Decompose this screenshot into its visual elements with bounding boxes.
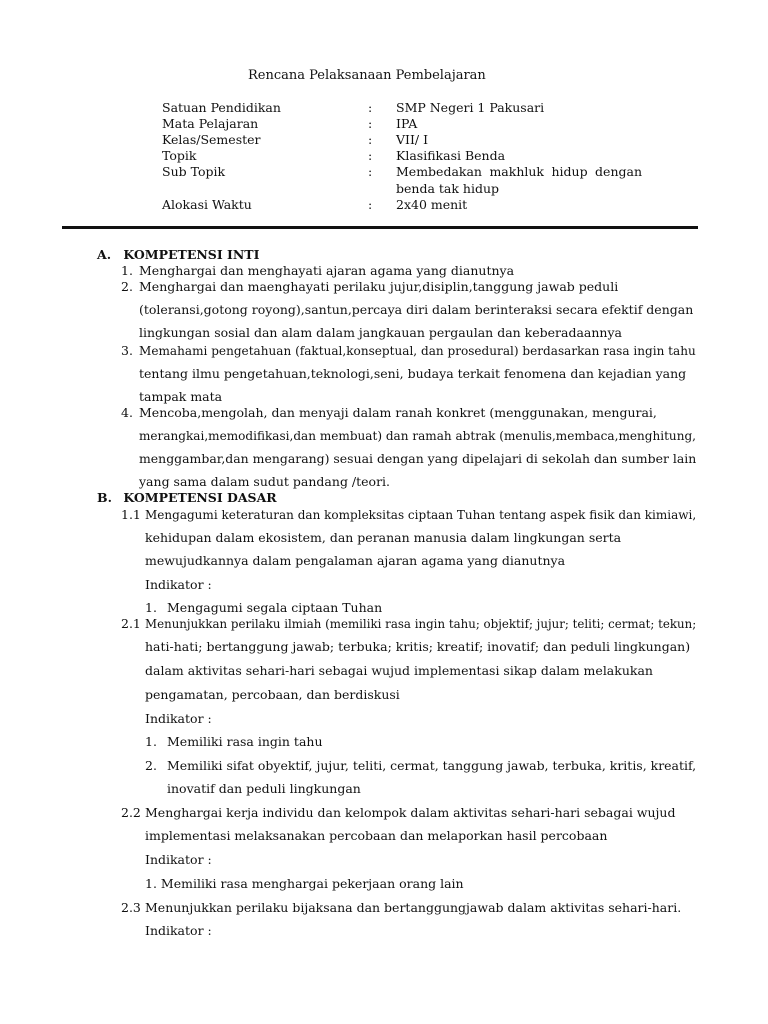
- list-item-line: merangkai,memodifikasi,dan membuat) dan ramah abtrak (menulis,membaca,menghitung,: [139, 428, 697, 443]
- list-item-line: tampak mata: [139, 389, 223, 404]
- section-title: KOMPETENSI DASAR: [123, 490, 277, 505]
- kd-number: 1.1: [121, 507, 141, 522]
- kd-line: pengamatan, percobaan, dan berdiskusi: [145, 687, 400, 702]
- header-value: IPA: [396, 116, 418, 131]
- kd-line: Menghargai kerja individu dan kelompok dalam aktivitas sehari-hari sebagai wujud: [145, 805, 676, 820]
- indikator-label: Indikator :: [145, 852, 212, 867]
- header-value: Membedakan makhluk hidup dengan: [396, 164, 642, 179]
- list-number: 4.: [121, 405, 133, 420]
- list-number: 3.: [121, 343, 133, 358]
- indikator-item: 1. Memiliki rasa menghargai pekerjaan orang lain: [145, 876, 464, 891]
- header-label: Mata Pelajaran: [162, 116, 259, 131]
- kd-line: Mengagumi keteraturan dan kompleksitas ciptaan Tuhan tentang aspek fisik dan kimiawi,: [145, 507, 697, 522]
- header-colon: :: [368, 197, 373, 212]
- header-colon: :: [368, 132, 373, 147]
- list-item-line: Menghargai dan maenghayati perilaku jujur,disiplin,tanggung jawab peduli: [139, 279, 619, 294]
- list-item-line: (toleransi,gotong royong),santun,percaya diri dalam berinteraksi secara efektif dengan: [139, 302, 694, 317]
- list-item-line: Mencoba,mengolah, dan menyaji dalam ranah konkret (menggunakan, mengurai,: [139, 405, 657, 420]
- indikator-item: inovatif dan peduli lingkungan: [167, 781, 361, 796]
- kd-line: Menunjukkan perilaku ilmiah (memiliki rasa ingin tahu; objektif; jujur; teliti; cermat; tekun;: [145, 616, 697, 631]
- header-label: Alokasi Waktu: [162, 197, 252, 212]
- indikator-item: Mengagumi segala ciptaan Tuhan: [167, 600, 383, 615]
- list-item-line: Menghargai dan menghayati ajaran agama yang dianutnya: [139, 263, 515, 278]
- kd-number: 2.2: [121, 805, 141, 820]
- kd-line: mewujudkannya dalam pengalaman ajaran agama yang dianutnya: [145, 553, 566, 568]
- list-item-line: tentang ilmu pengetahuan,teknologi,seni, budaya terkait fenomena dan kejadian yang: [139, 366, 687, 381]
- list-number: 1.: [121, 263, 133, 278]
- indikator-number: 2.: [145, 758, 157, 773]
- header-divider: [62, 226, 698, 229]
- header-row-continuation: [162, 181, 662, 197]
- header-row: [162, 197, 662, 213]
- header-colon: :: [368, 148, 373, 163]
- list-item-line: menggambar,dan mengarang) sesuai dengan yang dipelajari di sekolah dan sumber lain: [139, 451, 697, 466]
- header-label: Kelas/Semester: [162, 132, 261, 147]
- indikator-label: Indikator :: [145, 577, 212, 592]
- section-b-heading: [97, 490, 277, 505]
- header-label: Sub Topik: [162, 164, 226, 179]
- indikator-item: Memiliki sifat obyektif, jujur, teliti, cermat, tanggung jawab, terbuka, kritis, kreatif,: [167, 758, 697, 773]
- list-item-line: lingkungan sosial dan alam dalam jangkauan pergaulan dan keberadaannya: [139, 325, 623, 340]
- header-colon: :: [368, 164, 373, 179]
- header-value-continuation: benda tak hidup: [396, 181, 500, 196]
- header-value: Klasifikasi Benda: [396, 148, 506, 163]
- kd-number: 2.3: [121, 900, 141, 915]
- header-label: Topik: [162, 148, 197, 163]
- indikator-label: Indikator :: [145, 923, 212, 938]
- header-row: [162, 100, 662, 116]
- header-value: 2x40 menit: [396, 197, 468, 212]
- document-title: Rencana Pelaksanaan Pembelajaran: [248, 68, 486, 83]
- indikator-number: 1.: [145, 734, 157, 749]
- header-colon: :: [368, 100, 373, 115]
- section-title: KOMPETENSI INTI: [123, 247, 260, 262]
- indikator-number: 1.: [145, 600, 157, 615]
- indikator-label: Indikator :: [145, 711, 212, 726]
- header-colon: :: [368, 116, 373, 131]
- kd-line: implementasi melaksanakan percobaan dan melaporkan hasil percobaan: [145, 828, 608, 843]
- header-row: [162, 148, 662, 164]
- header-value: SMP Negeri 1 Pakusari: [396, 100, 545, 115]
- header-label: Satuan Pendidikan: [162, 100, 281, 115]
- list-item-line: Memahami pengetahuan (faktual,konseptual, dan prosedural) berdasarkan rasa ingin tahu: [139, 343, 696, 358]
- header-row: [162, 116, 662, 132]
- indikator-item: Memiliki rasa ingin tahu: [167, 734, 323, 749]
- kd-line: hati-hati; bertanggung jawab; terbuka; kritis; kreatif; inovatif; dan peduli lingkungan): [145, 639, 691, 654]
- kd-number: 2.1: [121, 616, 141, 631]
- section-letter: A.: [97, 247, 112, 262]
- list-item-line: yang sama dalam sudut pandang /teori.: [139, 474, 391, 489]
- header-row: [162, 164, 662, 180]
- kd-line: kehidupan dalam ekosistem, dan peranan manusia dalam lingkungan serta: [145, 530, 622, 545]
- list-number: 2.: [121, 279, 133, 294]
- section-a-heading: [97, 247, 259, 262]
- header-row: [162, 132, 662, 148]
- kd-line: Menunjukkan perilaku bijaksana dan bertanggungjawab dalam aktivitas sehari-hari.: [145, 900, 682, 915]
- header-value: VII/ I: [396, 132, 429, 147]
- kd-line: dalam aktivitas sehari-hari sebagai wujud implementasi sikap dalam melakukan: [145, 663, 653, 678]
- section-letter: B.: [97, 490, 112, 505]
